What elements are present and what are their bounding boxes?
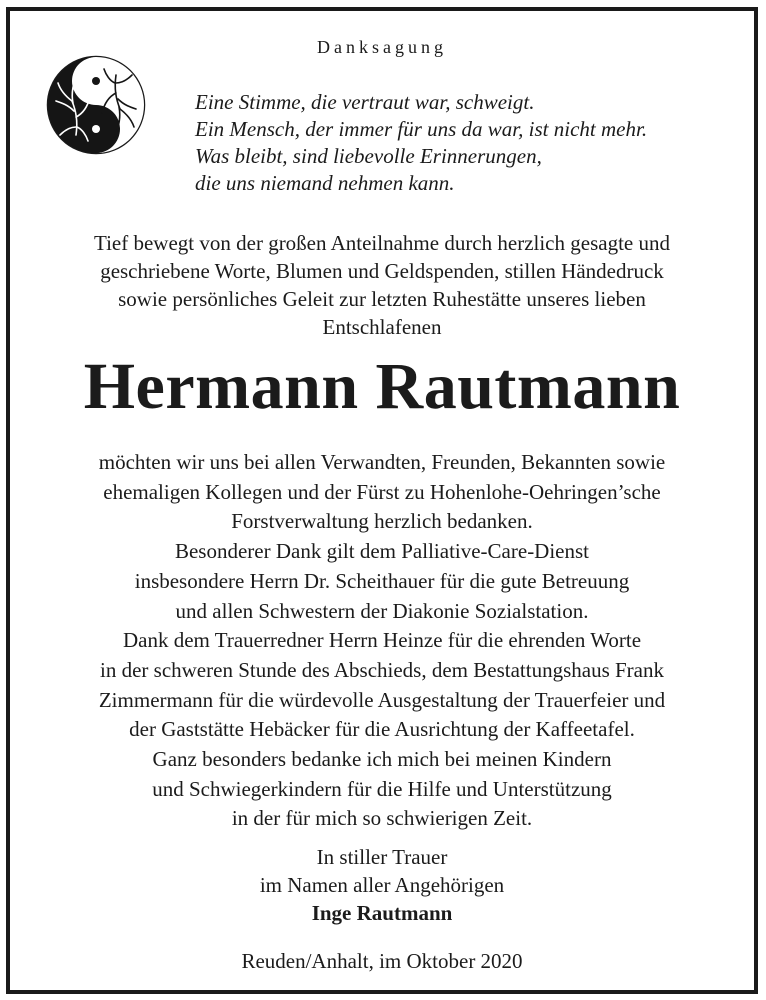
poem-line: Eine Stimme, die vertraut war, schweigt. bbox=[195, 90, 535, 114]
thanks-line: in der schweren Stunde des Abschieds, dem Bestattungshaus Frank bbox=[100, 657, 664, 682]
thanks-line: möchten wir uns bei allen Verwandten, Freunden, Bekannten sowie bbox=[98, 450, 666, 474]
thanks-line: in der für mich so schwierigen Zeit. bbox=[231, 806, 533, 831]
poem-line: die uns niemand nehmen kann. bbox=[195, 171, 455, 195]
thanks-line: Ganz besonders bedanke ich mich bei meinen Kindern bbox=[152, 747, 612, 772]
notice-heading: Danksagung bbox=[317, 37, 447, 57]
yin-yang-tree-icon bbox=[46, 55, 146, 155]
closing-line: im Namen aller Angehörigen bbox=[259, 873, 505, 897]
thanks-line: und allen Schwestern der Diakonie Sozialstation. bbox=[175, 598, 589, 623]
thanks-line: ehemaligen Kollegen und der Fürst zu Hohenlohe-Oehringen’sche bbox=[103, 479, 661, 504]
poem-line: Was bleibt, sind liebevolle Erinnerungen, bbox=[195, 144, 542, 168]
intro-line: geschriebene Worte, Blumen und Geldspenden, stillen Händedruck bbox=[100, 259, 664, 283]
thanks-line: der Gaststätte Hebäcker für die Ausrichtung der Kaffeetafel. bbox=[129, 717, 635, 742]
thanks-line: Forstverwaltung herzlich bedanken. bbox=[231, 509, 533, 534]
obituary-notice bbox=[6, 7, 758, 994]
intro-line: sowie persönliches Geleit zur letzten Ruhestätte unseres lieben bbox=[118, 287, 646, 311]
poem bbox=[195, 89, 647, 197]
thanks-line: und Schwiegerkindern für die Hilfe und Unterstützung bbox=[152, 776, 612, 801]
deceased-name: Hermann Rautmann bbox=[83, 350, 681, 423]
intro-text bbox=[10, 229, 754, 341]
thanks-line: insbesondere Herrn Dr. Scheithauer für die gute Betreuung bbox=[134, 568, 630, 593]
thanks-line: Zimmermann für die würdevolle Ausgestaltung der Trauerfeier und bbox=[98, 687, 666, 712]
signer-name: Inge Rautmann bbox=[311, 901, 453, 925]
intro-line: Tief bewegt von der großen Anteilnahme durch herzlich gesagte und bbox=[94, 231, 670, 255]
thanks-line: Besonderer Dank gilt dem Palliative-Care-Dienst bbox=[174, 539, 590, 564]
closing-signature bbox=[10, 843, 754, 927]
thanks-line: Dank dem Trauerredner Herrn Heinze für die ehrenden Worte bbox=[122, 628, 642, 653]
thanks-text bbox=[10, 448, 754, 834]
poem-line: Ein Mensch, der immer für uns da war, ist nicht mehr. bbox=[195, 117, 648, 141]
intro-line: Entschlafenen bbox=[322, 315, 442, 339]
closing-line: In stiller Trauer bbox=[316, 845, 448, 869]
place-date: Reuden/Anhalt, im Oktober 2020 bbox=[241, 949, 523, 973]
